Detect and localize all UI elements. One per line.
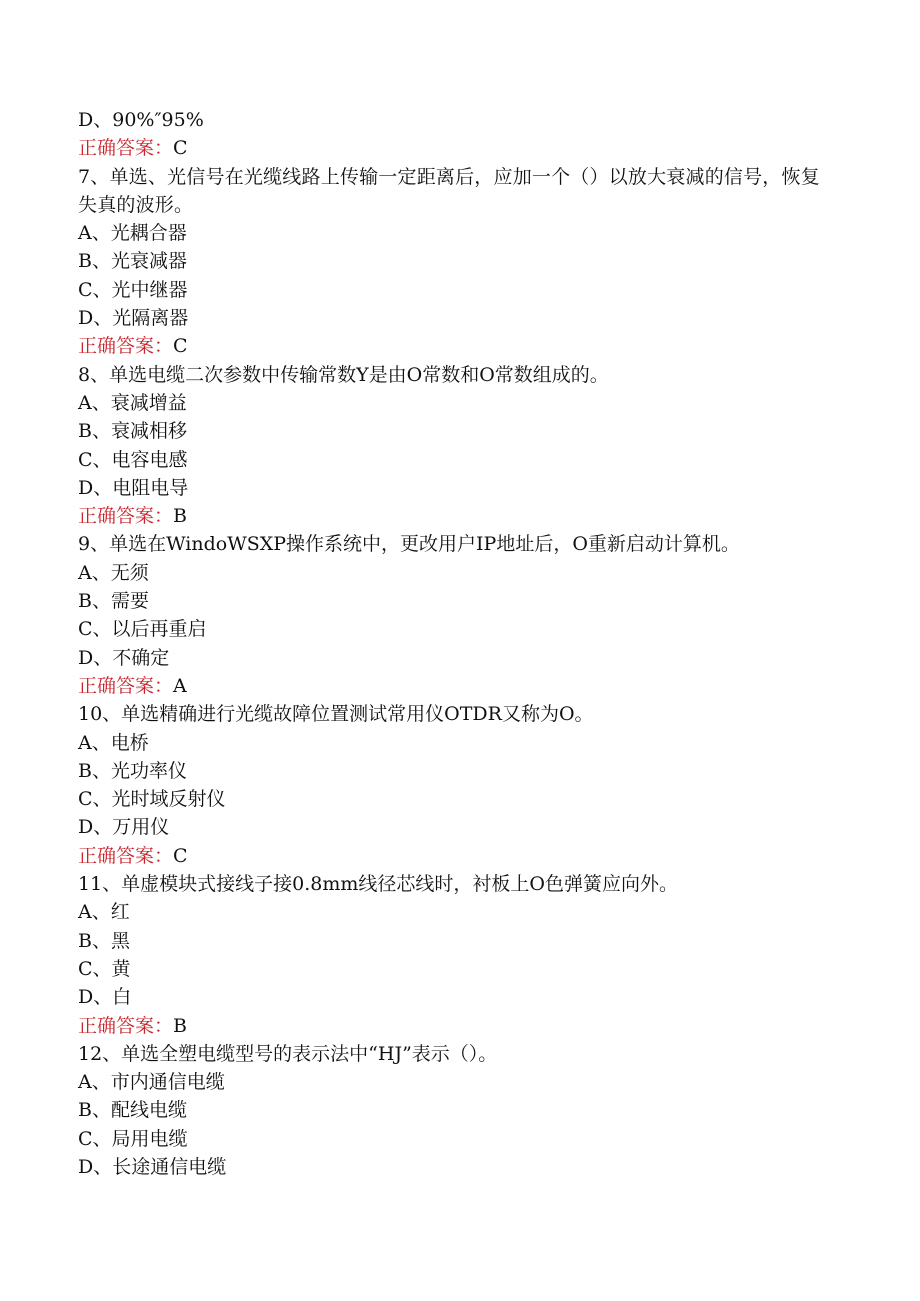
question-11-option-c: C、黄	[78, 957, 131, 980]
question-list	[78, 106, 838, 1181]
question-9-answer	[78, 672, 838, 700]
question-8-option-d: D、电阻电导	[78, 476, 189, 499]
question-8-option-c: C、电容电感	[78, 448, 188, 471]
answer-value: C	[173, 844, 188, 867]
question-8-stem: 8、单选电缆二次参数中传输常数Y是由O常数和O常数组成的。	[78, 363, 609, 386]
answer-label: 正确答案：	[78, 844, 174, 867]
question-9-stem: 9、单选在WindoWSXP操作系统中，更改用户IP地址后，O重新启动计算机。	[78, 533, 740, 556]
answer-value: C	[173, 137, 188, 160]
question-11-answer	[78, 1012, 838, 1040]
question-7-stem: 7、单选、光信号在光缆线路上传输一定距离后，应加一个（）以放大衰减的信号，恢复失真的波形。	[78, 165, 820, 216]
question-10-option-c: C、光时域反射仪	[78, 788, 226, 811]
question-7-answer	[78, 332, 838, 360]
question-7-option-a: A、光耦合器	[78, 222, 187, 245]
answer-label: 正确答案：	[78, 1014, 174, 1037]
answer-value: A	[173, 674, 187, 697]
question-10-stem: 10、单选精确进行光缆故障位置测试常用仪OTDR又称为O。	[78, 703, 594, 726]
question-11-option-d: D、白	[78, 986, 132, 1009]
question-9-option-d: D、不确定	[78, 646, 170, 669]
question-9-option-c: C、以后再重启	[78, 618, 207, 641]
question-9-option-a: A、无须	[78, 561, 149, 584]
question-8-answer	[78, 502, 838, 530]
question-11-stem: 11、单虚模块式接线子接0.8mm线径芯线时，衬板上O色弹簧应向外。	[78, 873, 679, 896]
question-7-option-c: C、光中继器	[78, 278, 188, 301]
question-12-option-c: C、局用电缆	[78, 1127, 188, 1150]
question-12-option-a: A、市内通信电缆	[78, 1071, 225, 1094]
question-10-option-d: D、万用仪	[78, 816, 170, 839]
question-12-stem: 12、单选全塑电缆型号的表示法中“HJ”表示（）。	[78, 1042, 498, 1065]
question-10-option-a: A、电桥	[78, 731, 149, 754]
answer-label: 正确答案：	[78, 505, 174, 528]
question-8-option-a: A、衰减增益	[78, 391, 187, 414]
question-8-option-b: B、衰减相移	[78, 420, 187, 443]
answer-label: 正确答案：	[78, 335, 174, 358]
question-12-option-b: B、配线电缆	[78, 1099, 187, 1122]
question-11-option-a: A、红	[78, 901, 130, 924]
question-7-option-d: D、光隔离器	[78, 307, 189, 330]
question-9-option-b: B、需要	[78, 590, 149, 613]
answer-value: B	[173, 505, 187, 528]
question-11-option-b: B、黑	[78, 929, 130, 952]
question-10-answer	[78, 842, 838, 870]
question-12-option-d: D、长途通信电缆	[78, 1155, 227, 1178]
question-7-option-b: B、光衰减器	[78, 250, 187, 273]
answer-label: 正确答案：	[78, 137, 174, 160]
answer-value: C	[173, 335, 188, 358]
option-d-previous: D、90%″95%	[78, 109, 204, 131]
question-10-option-b: B、光功率仪	[78, 759, 187, 782]
answer-previous	[78, 134, 838, 162]
answer-label: 正确答案：	[78, 674, 174, 697]
answer-value: B	[173, 1014, 187, 1037]
